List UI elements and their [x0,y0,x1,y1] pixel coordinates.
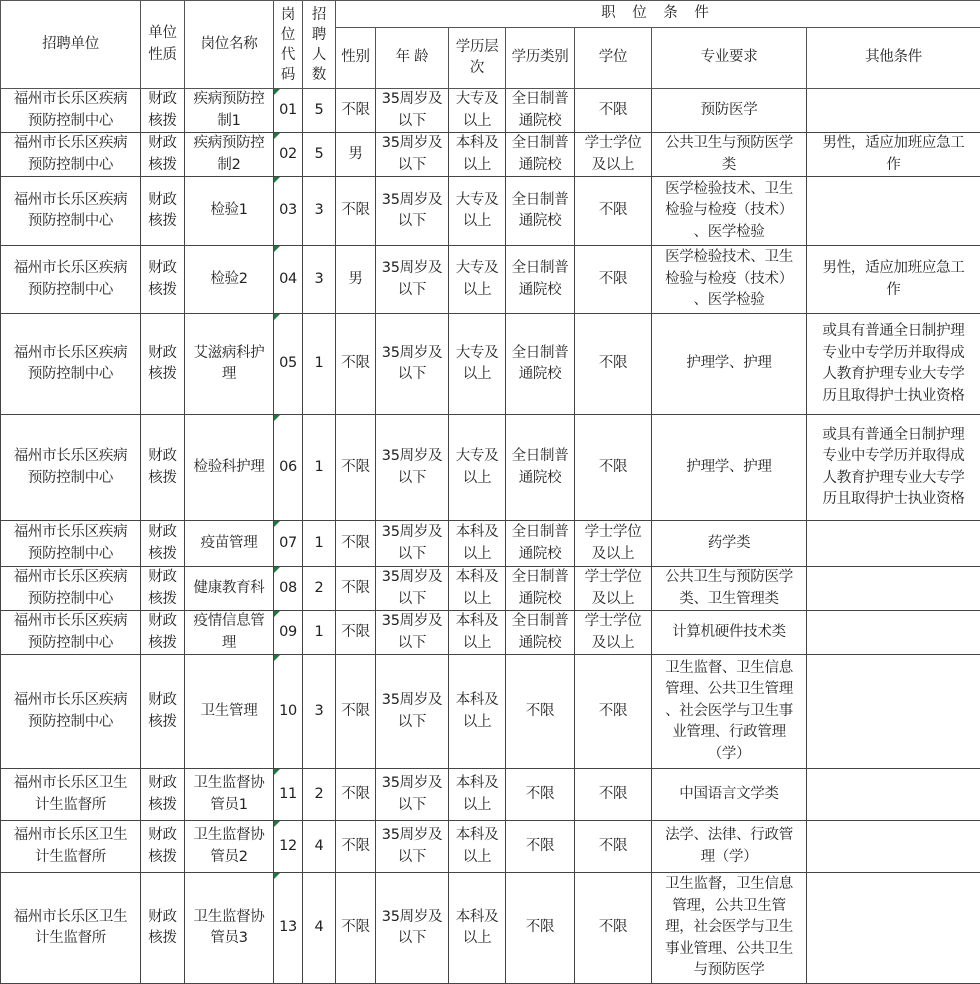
cell-gender: 不限 [336,314,376,415]
cell-post-code: 02 [274,133,303,177]
cell-other [807,769,980,821]
header-degree: 学位 [575,28,652,89]
cell-age: 35周岁及 以下 [376,246,449,314]
cell-count: 3 [303,177,336,246]
cell-major: 卫生监督、卫生信息 管理、公共卫生管理 、社会医学与卫生事 业管理、行政管理 （学） [652,655,807,769]
cell-edu-type: 全日制普 通院校 [506,611,575,655]
cell-age: 35周岁及 以下 [376,821,449,873]
cell-edu-type: 不限 [506,873,575,984]
cell-count: 5 [303,133,336,177]
cell-edu-level: 大专及 以上 [449,177,506,246]
cell-gender: 不限 [336,611,376,655]
cell-nature: 财政 核拨 [141,567,185,611]
cell-edu-level: 大专及 以上 [449,89,506,133]
cell-age: 35周岁及 以下 [376,873,449,984]
cell-major: 预防医学 [652,89,807,133]
cell-post-code: 06 [274,415,303,521]
cell-post-code: 09 [274,611,303,655]
cell-degree: 学士学位 及以上 [575,521,652,567]
cell-unit: 福州市长乐区疾病 预防控制中心 [1,133,141,177]
table-row [1,655,980,769]
cell-age: 35周岁及 以下 [376,415,449,521]
cell-post-code: 03 [274,177,303,246]
cell-other: 男性，适应加班应急工 作 [807,246,980,314]
cell-unit: 福州市长乐区疾病 预防控制中心 [1,177,141,246]
cell-degree: 不限 [575,655,652,769]
cell-edu-level: 本科及 以上 [449,821,506,873]
cell-edu-level: 本科及 以上 [449,873,506,984]
header-nature: 单位 性质 [141,1,185,89]
cell-edu-type: 不限 [506,655,575,769]
cell-major: 医学检验技术、卫生 检验与检疫（技术） 、医学检验 [652,246,807,314]
cell-nature: 财政 核拨 [141,415,185,521]
cell-age: 35周岁及 以下 [376,769,449,821]
header-gender: 性别 [336,28,376,89]
header-post-name: 岗位名称 [185,1,274,89]
cell-degree: 不限 [575,314,652,415]
table-row [1,873,980,984]
cell-edu-type: 全日制普 通院校 [506,89,575,133]
cell-gender: 不限 [336,521,376,567]
table-row [1,769,980,821]
cell-nature: 财政 核拨 [141,89,185,133]
cell-post-name: 卫生管理 [185,655,274,769]
cell-degree: 不限 [575,246,652,314]
cell-edu-level: 大专及 以上 [449,415,506,521]
cell-nature: 财政 核拨 [141,246,185,314]
cell-gender: 不限 [336,655,376,769]
cell-age: 35周岁及 以下 [376,611,449,655]
cell-nature: 财政 核拨 [141,611,185,655]
cell-edu-type: 全日制普 通院校 [506,246,575,314]
cell-major: 计算机硬件技术类 [652,611,807,655]
header-edu-level: 学历层 次 [449,28,506,89]
cell-post-name: 检验2 [185,246,274,314]
cell-other: 或具有普通全日制护理 专业中专学历并取得成 人教育护理专业大专学 历且取得护士执业资格 [807,314,980,415]
cell-other [807,611,980,655]
cell-other [807,655,980,769]
cell-post-name: 疾病预防控 制1 [185,89,274,133]
header-major: 专业要求 [652,28,807,89]
cell-gender: 不限 [336,89,376,133]
cell-gender: 不限 [336,415,376,521]
cell-edu-level: 大专及 以上 [449,314,506,415]
cell-degree: 不限 [575,821,652,873]
table-row [1,821,980,873]
cell-count: 3 [303,246,336,314]
cell-post-name: 疫苗管理 [185,521,274,567]
cell-degree: 不限 [575,415,652,521]
cell-nature: 财政 核拨 [141,177,185,246]
cell-gender: 男 [336,133,376,177]
cell-other: 或具有普通全日制护理 专业中专学历并取得成 人教育护理专业大专学 历且取得护士执业资格 [807,415,980,521]
cell-gender: 男 [336,246,376,314]
header-post-code: 岗 位 代 码 [274,1,303,89]
cell-unit: 福州市长乐区疾病 预防控制中心 [1,246,141,314]
cell-other [807,567,980,611]
cell-post-code: 11 [274,769,303,821]
cell-post-name: 卫生监督协 管员3 [185,873,274,984]
cell-count: 1 [303,314,336,415]
cell-nature: 财政 核拨 [141,314,185,415]
header-unit: 招聘单位 [1,1,141,89]
cell-post-name: 健康教育科 [185,567,274,611]
table-row [1,567,980,611]
cell-unit: 福州市长乐区疾病 预防控制中心 [1,611,141,655]
cell-unit: 福州市长乐区疾病 预防控制中心 [1,89,141,133]
cell-nature: 财政 核拨 [141,873,185,984]
cell-edu-type: 全日制普 通院校 [506,567,575,611]
cell-major: 医学检验技术、卫生 检验与检疫（技术） 、医学检验 [652,177,807,246]
cell-edu-type: 不限 [506,769,575,821]
cell-major: 护理学、护理 [652,415,807,521]
cell-degree: 不限 [575,177,652,246]
cell-gender: 不限 [336,567,376,611]
cell-age: 35周岁及 以下 [376,655,449,769]
cell-unit: 福州市长乐区卫生 计生监督所 [1,769,141,821]
cell-age: 35周岁及 以下 [376,521,449,567]
cell-edu-level: 本科及 以上 [449,567,506,611]
cell-count: 1 [303,521,336,567]
cell-edu-type: 全日制普 通院校 [506,521,575,567]
cell-gender: 不限 [336,873,376,984]
cell-nature: 财政 核拨 [141,655,185,769]
cell-edu-type: 全日制普 通院校 [506,177,575,246]
cell-major: 卫生监督，卫生信息 管理，公共卫生管 理，社会医学与卫生 事业管理、公共卫生 与预防医学 [652,873,807,984]
cell-edu-type: 不限 [506,821,575,873]
cell-edu-level: 本科及 以上 [449,133,506,177]
cell-degree: 学士学位 及以上 [575,133,652,177]
cell-age: 35周岁及 以下 [376,89,449,133]
cell-nature: 财政 核拨 [141,133,185,177]
cell-nature: 财政 核拨 [141,769,185,821]
cell-degree: 学士学位 及以上 [575,611,652,655]
table-body [1,89,980,984]
header-edu-type: 学历类别 [506,28,575,89]
table-row [1,246,980,314]
cell-edu-level: 本科及 以上 [449,521,506,567]
table-row [1,611,980,655]
table-row [1,314,980,415]
cell-post-name: 疫情信息管 理 [185,611,274,655]
cell-unit: 福州市长乐区疾病 预防控制中心 [1,415,141,521]
cell-major: 中国语言文学类 [652,769,807,821]
cell-other [807,521,980,567]
cell-other: 男性，适应加班应急工 作 [807,133,980,177]
table-row [1,415,980,521]
cell-count: 1 [303,415,336,521]
cell-edu-level: 本科及 以上 [449,769,506,821]
cell-post-name: 检验科护理 [185,415,274,521]
cell-post-code: 13 [274,873,303,984]
cell-degree: 学士学位 及以上 [575,567,652,611]
cell-edu-type: 全日制普 通院校 [506,133,575,177]
cell-post-code: 08 [274,567,303,611]
cell-major: 法学、法律、行政管 理（学） [652,821,807,873]
cell-post-code: 04 [274,246,303,314]
cell-post-code: 07 [274,521,303,567]
cell-edu-level: 本科及 以上 [449,611,506,655]
cell-gender: 不限 [336,177,376,246]
cell-post-name: 艾滋病科护 理 [185,314,274,415]
cell-nature: 财政 核拨 [141,821,185,873]
table-row [1,177,980,246]
cell-major: 公共卫生与预防医学 类 [652,133,807,177]
table-row [1,521,980,567]
cell-post-name: 卫生监督协 管员2 [185,821,274,873]
cell-other [807,821,980,873]
cell-count: 4 [303,873,336,984]
cell-gender: 不限 [336,821,376,873]
cell-unit: 福州市长乐区疾病 预防控制中心 [1,521,141,567]
cell-age: 35周岁及 以下 [376,177,449,246]
cell-post-code: 10 [274,655,303,769]
cell-count: 2 [303,567,336,611]
table-row [1,89,980,133]
cell-unit: 福州市长乐区卫生 计生监督所 [1,821,141,873]
cell-post-code: 12 [274,821,303,873]
cell-post-code: 05 [274,314,303,415]
cell-other [807,89,980,133]
cell-gender: 不限 [336,769,376,821]
cell-edu-type: 全日制普 通院校 [506,415,575,521]
header-age: 年 龄 [376,28,449,89]
cell-count: 4 [303,821,336,873]
cell-age: 35周岁及 以下 [376,133,449,177]
cell-post-name: 卫生监督协 管员1 [185,769,274,821]
cell-age: 35周岁及 以下 [376,314,449,415]
cell-unit: 福州市长乐区疾病 预防控制中心 [1,314,141,415]
cell-post-name: 检验1 [185,177,274,246]
cell-count: 5 [303,89,336,133]
header-other: 其他条件 [807,28,980,89]
cell-count: 1 [303,611,336,655]
cell-edu-type: 全日制普 通院校 [506,314,575,415]
cell-other [807,177,980,246]
cell-unit: 福州市长乐区疾病 预防控制中心 [1,567,141,611]
cell-major: 护理学、护理 [652,314,807,415]
cell-degree: 不限 [575,769,652,821]
cell-degree: 不限 [575,873,652,984]
header-count: 招 聘 人 数 [303,1,336,89]
cell-unit: 福州市长乐区疾病 预防控制中心 [1,655,141,769]
cell-edu-level: 大专及 以上 [449,246,506,314]
cell-degree: 不限 [575,89,652,133]
header-conditions: 职 位 条 件 [336,1,980,28]
cell-age: 35周岁及 以下 [376,567,449,611]
cell-edu-level: 本科及 以上 [449,655,506,769]
cell-major: 药学类 [652,521,807,567]
table-row [1,133,980,177]
cell-post-code: 01 [274,89,303,133]
cell-post-name: 疾病预防控 制2 [185,133,274,177]
cell-major: 公共卫生与预防医学 类、卫生管理类 [652,567,807,611]
cell-nature: 财政 核拨 [141,521,185,567]
cell-count: 2 [303,769,336,821]
cell-count: 3 [303,655,336,769]
cell-other [807,873,980,984]
cell-unit: 福州市长乐区卫生 计生监督所 [1,873,141,984]
